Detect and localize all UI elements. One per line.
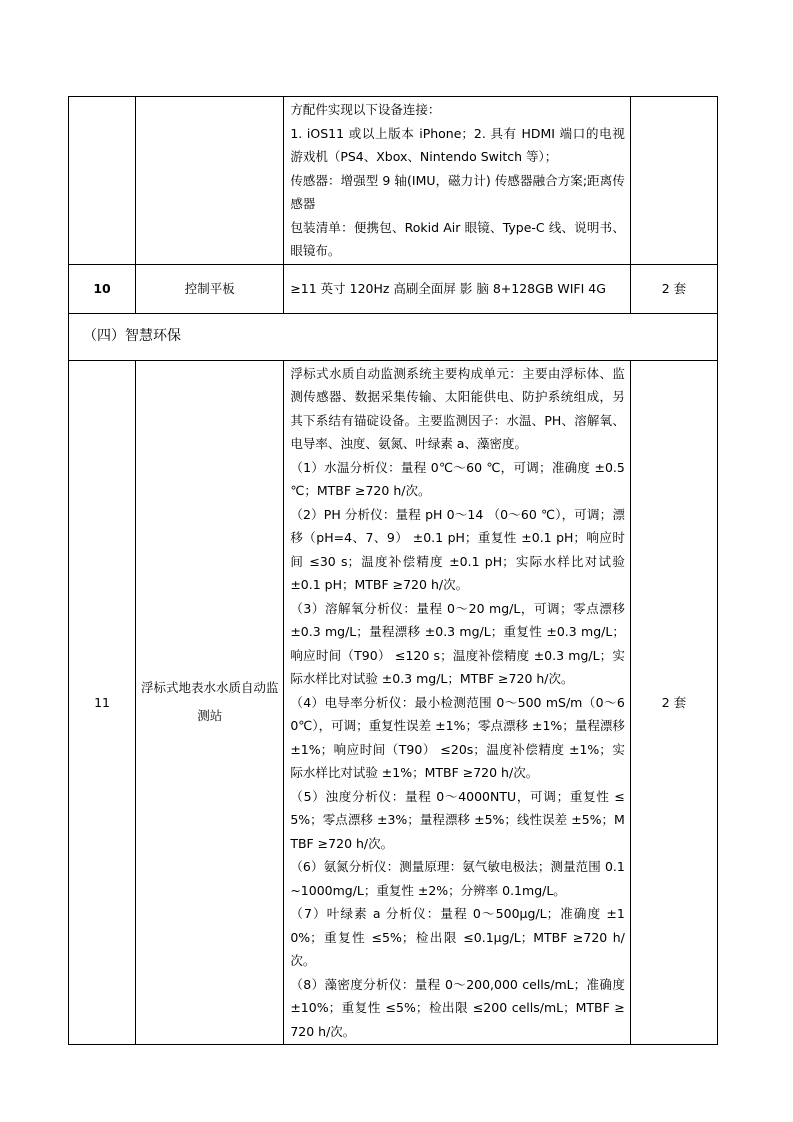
- section-heading: （四）智慧环保: [69, 313, 718, 360]
- param-line: （1）水温分析仪：量程 0℃～60 ℃，可调；准确度 ±0.5 ℃；MTBF ≥720 h/次。: [290, 459, 625, 498]
- param-line: 传感器：增强型 9 轴(IMU，磁力计) 传感器融合方案;距离传感器: [290, 172, 625, 211]
- param-line: （6）氨氮分析仪：测量原理：氨气敏电极法；测量范围 0.1~1000mg/L；重复性 ±2%；分辨率 0.1mg/L。: [290, 859, 625, 898]
- param-line: 方配件实现以下设备连接：: [290, 102, 441, 117]
- item-params: [284, 360, 631, 1045]
- item-params: ≥11 英寸 120Hz 高刷全面屏 影 脑 8+128GB WIFI 4G: [284, 264, 631, 313]
- param-line: （2）PH 分析仪：量程 pH 0～14 （0～60 ℃），可调；漂移（pH=4、7、9） ±0.1 pH；重复性 ±0.1 pH；响应时间 ≤30 s；温度补偿精度 ±0.1 pH；实际水样比对试验 ±0.1 pH；MTBF ≥720 h/次。: [290, 506, 625, 592]
- item-number: 11: [69, 360, 136, 1045]
- item-name: 控制平板: [136, 264, 284, 313]
- param-line: 浮标式水质自动监测系统主要构成单元：主要由浮标体、监测传感器、数据采集传输、太阳能供电、防护系统组成，另其下系结有锚碇设备。主要监测因子：水温、PH、溶解氧、电导率、浊度、氨氮、叶绿素 a、藻密度。: [290, 365, 625, 451]
- equipment-spec-table: [68, 96, 718, 1045]
- table-row-continued: [69, 97, 718, 265]
- param-line: （7）叶绿素 a 分析仪：量程 0～500μg/L；准确度 ±10%；重复性 ≤5%；检出限 ≤0.1μg/L；MTBF ≥720 h/次。: [290, 906, 625, 968]
- item-quantity: 2 套: [630, 360, 717, 1045]
- item-name-cell: [136, 360, 284, 1045]
- param-line: （4）电导率分析仪：最小检测范围 0～500 mS/m（0～60℃），可调；重复性误差 ±1%；零点漂移 ±1%；量程漂移 ±1%；响应时间（T90） ≤20s；温度补偿精度 ±1%；实际水样比对试验 ±1%；MTBF ≥720 h/次。: [290, 694, 625, 780]
- section-row: [69, 313, 718, 360]
- param-line: （8）藻密度分析仪：量程 0～200,000 cells/mL；准确度 ±10%；重复性 ≤5%；检出限 ≤200 cells/mL；MTBF ≥720 h/次。: [290, 976, 625, 1039]
- param-line: 1. iOS11 或以上版本 iPhone；2. 具有 HDMI 端口的电视游戏机（PS4、Xbox、Nintendo Switch 等）；: [290, 125, 625, 164]
- param-line: （5）浊度分析仪：量程 0～4000NTU，可调；重复性 ≤5%；零点漂移 ±3%；量程漂移 ±5%；线性误差 ±5%；MTBF ≥720 h/次。: [290, 788, 625, 851]
- table-row-11: [69, 360, 718, 1045]
- item-quantity: 2 套: [630, 264, 717, 313]
- cell-name-empty: [136, 97, 284, 265]
- param-line: （3）溶解氧分析仪：量程 0～20 mg/L，可调；零点漂移 ±0.3 mg/L；量程漂移 ±0.3 mg/L；重复性 ±0.3 mg/L；响应时间（T90） ≤120 s；温度补偿精度 ±0.3 mg/L；实际水样比对试验 ±0.3 mg/L；MTBF ≥720 h/次。: [290, 600, 625, 686]
- table-row-10: [69, 264, 718, 313]
- item-number: 10: [69, 264, 136, 313]
- param-line: 包装清单：便携包、Rokid Air 眼镜、Type-C 线、说明书、眼镜布。: [290, 219, 625, 258]
- item-name: 浮标式地表水水质自动监测站: [140, 680, 279, 724]
- cell-qty-empty: [630, 97, 717, 265]
- cell-no-empty: [69, 97, 136, 265]
- cell-params-continued: [284, 97, 631, 265]
